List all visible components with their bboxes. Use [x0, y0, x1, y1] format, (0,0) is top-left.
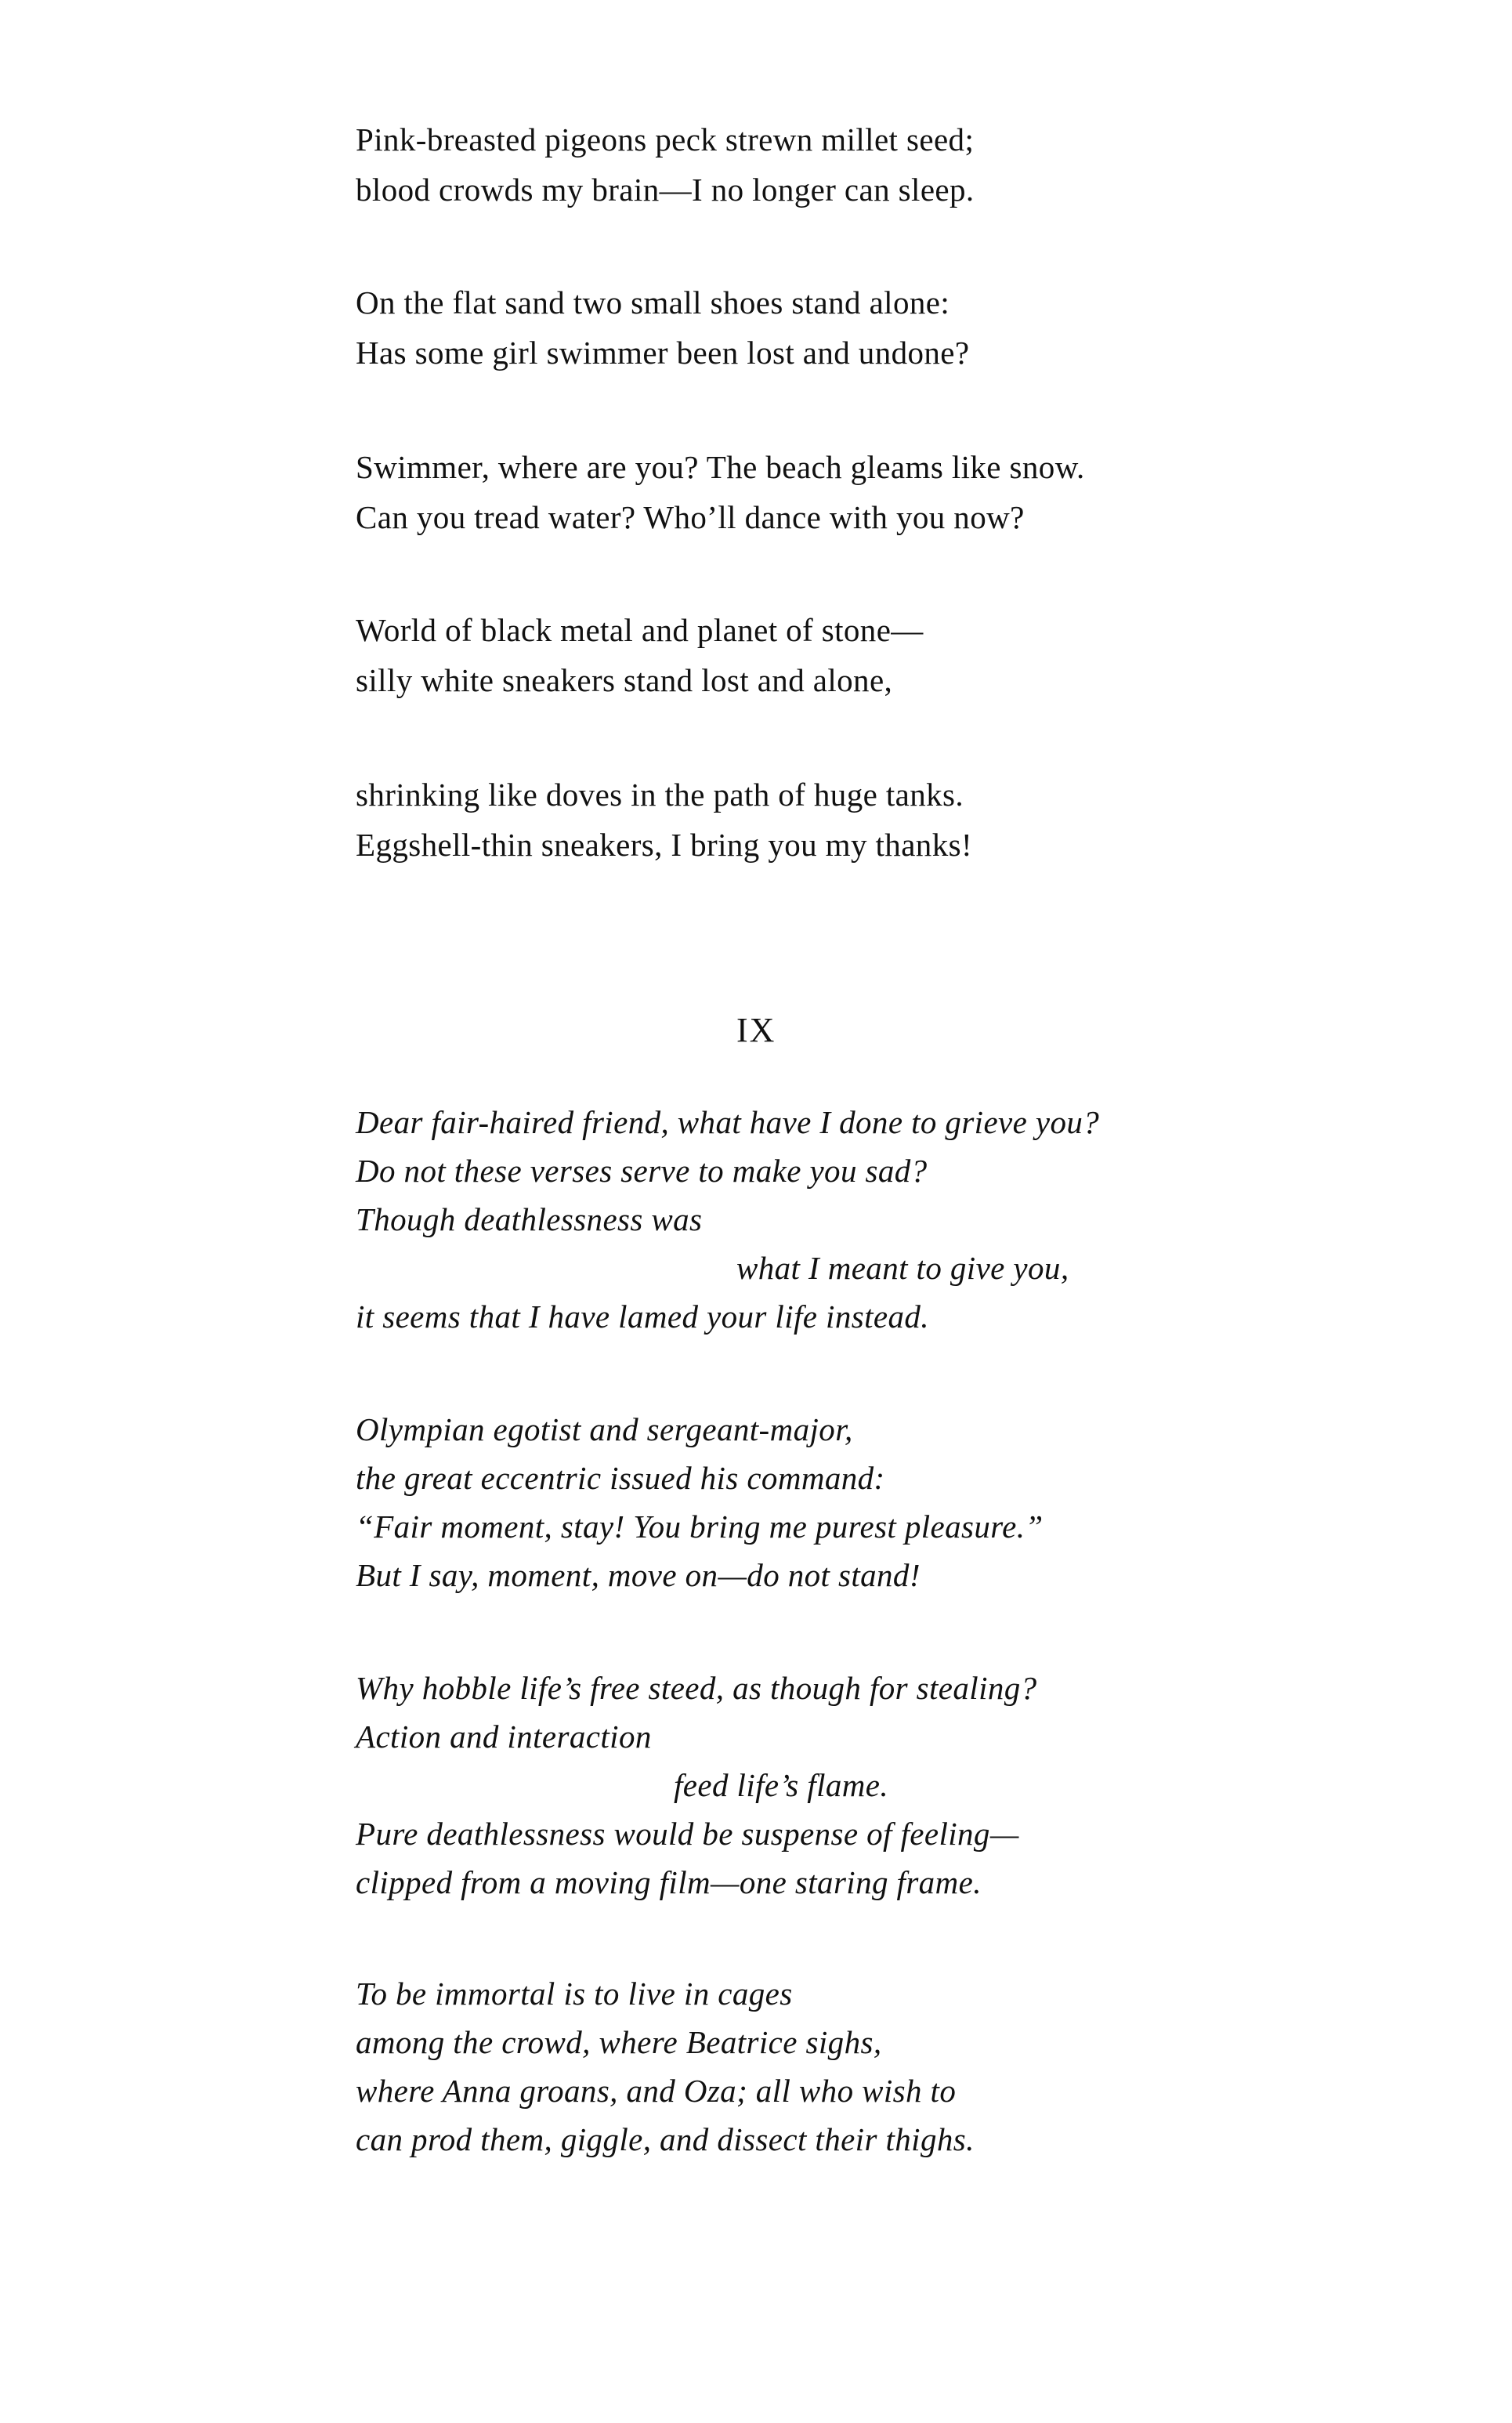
- poem-line: silly white sneakers stand lost and alone,: [356, 662, 893, 698]
- poem-line: can prod them, giggle, and dissect their thighs.: [356, 2121, 975, 2157]
- poem-line: World of black metal and planet of stone—: [356, 612, 924, 648]
- poem-line: “Fair moment, stay! You bring me purest pleasure.”: [356, 1508, 1044, 1545]
- poem-line: blood crowds my brain—I no longer can sleep.: [356, 172, 975, 208]
- poem-line: Can you tread water? Who’ll dance with you now?: [356, 499, 1025, 535]
- poem-line: Dear fair-haired friend, what have I done to grieve you?: [356, 1104, 1100, 1140]
- poem-line: To be immortal is to live in cages: [356, 1976, 793, 2012]
- poem-line: Swimmer, where are you? The beach gleams like snow.: [356, 449, 1085, 485]
- poem-line: Though deathlessness was: [356, 1201, 703, 1237]
- poem-line: Olympian egotist and sergeant-major,: [356, 1411, 853, 1447]
- poem-line: it seems that I have lamed your life instead.: [356, 1298, 929, 1335]
- poem-line: shrinking like doves in the path of huge tanks.: [356, 777, 964, 813]
- poem-line: where Anna groans, and Oza; all who wish to: [356, 2073, 957, 2109]
- poem-line: Eggshell-thin sneakers, I bring you my thanks!: [356, 827, 973, 863]
- poem-line: among the crowd, where Beatrice sighs,: [356, 2024, 882, 2060]
- poem-line: clipped from a moving film—one staring frame.: [356, 1864, 982, 1900]
- section-heading: IX: [736, 1011, 776, 1049]
- poem-line: Do not these verses serve to make you sad?: [356, 1153, 928, 1189]
- poem-line: Pure deathlessness would be suspense of feeling—: [356, 1816, 1019, 1852]
- poem-line: the great eccentric issued his command:: [356, 1460, 885, 1496]
- poem-line: Has some girl swimmer been lost and undone?: [356, 335, 970, 371]
- poem-line: Action and interaction: [356, 1719, 652, 1755]
- poem-line: But I say, moment, move on—do not stand!: [356, 1557, 921, 1593]
- poem-line-indented: what I meant to give you,: [736, 1250, 1069, 1286]
- poem-line: On the flat sand two small shoes stand alone:: [356, 284, 950, 321]
- poem-line-indented: feed life’s flame.: [674, 1767, 889, 1803]
- poem-line: Why hobble life’s free steed, as though for stealing?: [356, 1670, 1037, 1706]
- poem-line: Pink-breasted pigeons peck strewn millet seed;: [356, 121, 975, 158]
